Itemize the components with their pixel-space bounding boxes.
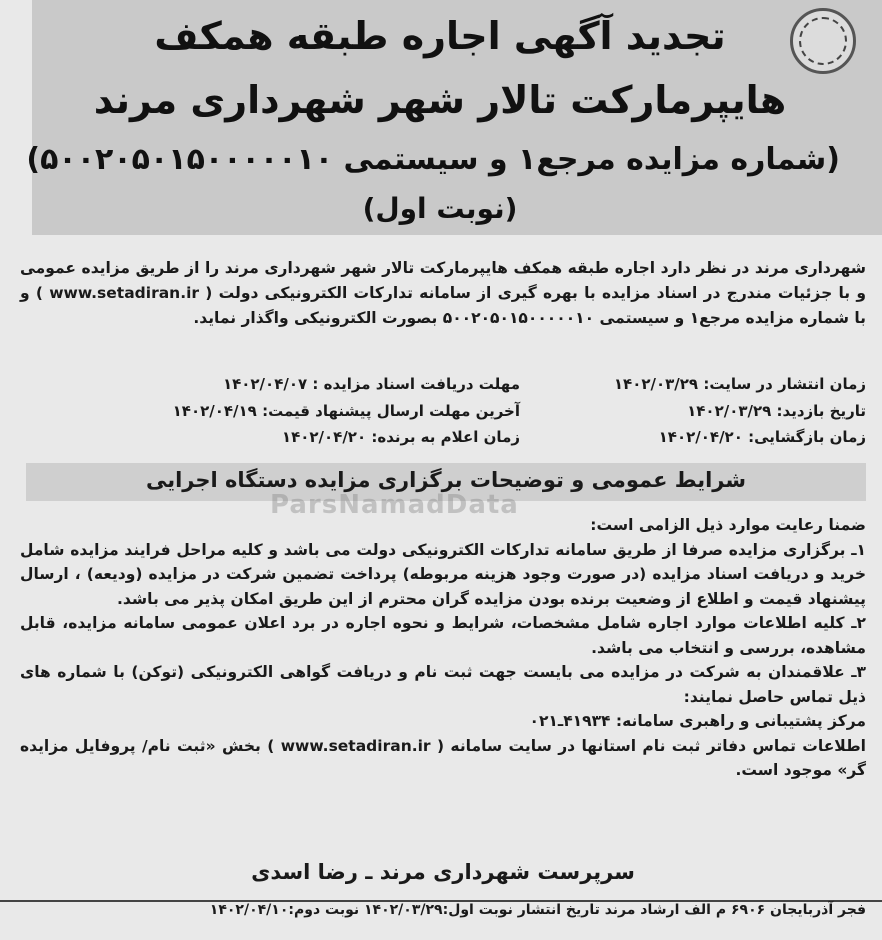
docs-deadline: مهلت دریافت اسناد مزایده : ۱۴۰۲/۰۴/۰۷ bbox=[222, 375, 520, 393]
condition-1: ۱ـ برگزاری مزایده صرفا از طریق سامانه تدارکات الکترونیکی دولت می باشد و کلیه مراحل فرایند مزایده شامل خرید و دریافت اسناد مزایده (در صورت وجود هزینه مربوطه) پرداخت تضمین شرکت در مزایده (ودیعه) ، ارسال پیشنهاد قیمت و اطلاع از وضعیت برنده بودن مزایده گران محترم از این طریق امکان پذیر می باشد. bbox=[20, 540, 866, 608]
publish-date: زمان انتشار در سایت: ۱۴۰۲/۰۳/۲۹ bbox=[613, 375, 866, 393]
opening-date: زمان بازگشایی: ۱۴۰۲/۰۴/۲۰ bbox=[658, 428, 866, 446]
publication-footer: فجر آذربایجان ۶۹۰۶ م الف ارشاد مرند تاریخ انتشار نوبت اول:۱۴۰۲/۰۳/۲۹ نوبت دوم:۱۴۰۲/۰۴/۱۰ bbox=[209, 902, 866, 918]
conditions-intro: ضمنا رعایت موارد ذیل الزامی است: bbox=[590, 516, 866, 534]
dates-right-column bbox=[536, 371, 866, 451]
title-line-1: تجدید آگهی اجاره طبقه همکف bbox=[154, 14, 726, 58]
offer-deadline: آخرین مهلت ارسال پیشنهاد قیمت: ۱۴۰۲/۰۴/۱۹ bbox=[172, 401, 520, 420]
conditions-block bbox=[20, 513, 866, 783]
signature: سرپرست شهرداری مرند ـ رضا اسدی bbox=[251, 860, 635, 884]
visit-date: تاریخ بازدید: ۱۴۰۲/۰۳/۲۹ bbox=[687, 401, 866, 420]
intro-paragraph: شهرداری مرند در نظر دارد اجاره طبقه همکف هایپرمارکت تالار شهر شهرداری مرند را از طریق مزایده عمومی و با جزئیات مندرج در اسناد مزایده با بهره گیری از سامانه تدارکات الکترونیکی دولت ( www.setadiran.ir ) و با شماره مزایده مرجع۱ و سیستمی ۵۰۰۲۰۵۰۱۵۰۰۰۰۰۱۰ بصورت الکترونیکی واگذار نماید. bbox=[20, 259, 866, 327]
support-center: مرکز پشتیبانی و راهبری سامانه: ۴۱۹۳۴ـ۰۲۱ bbox=[529, 712, 866, 730]
winner-announce-date: زمان اعلام به برنده: ۱۴۰۲/۰۴/۲۰ bbox=[281, 428, 520, 446]
dates-left-column bbox=[20, 371, 520, 451]
condition-2: ۲ـ کلیه اطلاعات موارد اجاره شامل مشخصات، شرایط و نحوه اجاره در برد اعلان عمومی سامانه مزایده، قابل مشاهده، بررسی و انتخاب می باشد. bbox=[20, 614, 866, 657]
section-title: شرایط عمومی و توضیحات برگزاری مزایده دستگاه اجرایی bbox=[145, 468, 747, 492]
round-label: (نوبت اول) bbox=[362, 192, 518, 225]
auction-number: (شماره مزایده مرجع۱ و سیستمی ۵۰۰۲۰۵۰۱۵۰۰۰۰۰۱۰) bbox=[26, 142, 840, 177]
dates-block bbox=[20, 371, 866, 451]
title-line-2: هایپرمارکت تالار شهر شهرداری مرند bbox=[93, 78, 787, 122]
condition-3: ۳ـ علاقمندان به شرکت در مزایده می بایست جهت ثبت نام و دریافت گواهی الکترونیکی (توکن) با شماره های ذیل تماس حاصل نمایند: bbox=[20, 663, 866, 706]
watermark: ParsNamadData bbox=[270, 490, 519, 520]
registration-offices: اطلاعات تماس دفاتر ثبت نام استانها در سایت سامانه ( www.setadiran.ir ) بخش «ثبت نام/ پروفایل مزایده گر» موجود است. bbox=[20, 736, 866, 779]
